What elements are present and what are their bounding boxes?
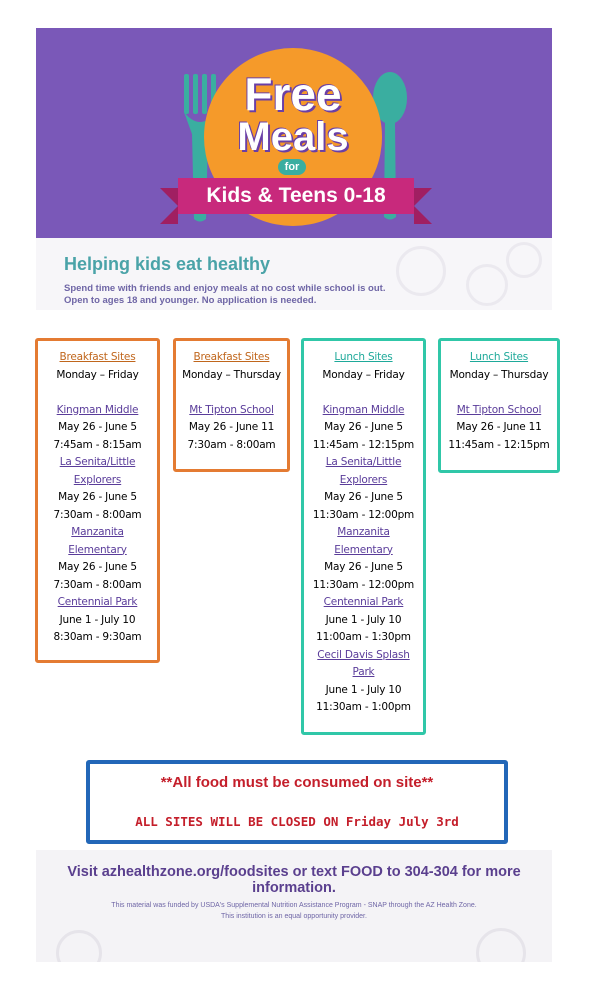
lunch-sites-weekday-box bbox=[301, 338, 426, 735]
site-name-link[interactable]: Manzanita bbox=[337, 526, 390, 538]
ribbon-right-tail bbox=[414, 188, 432, 224]
site-name-link[interactable]: Kingman Middle bbox=[322, 403, 405, 416]
decorative-plate-icon bbox=[396, 246, 446, 296]
logo-audience-text: Kids & Teens 0-18 bbox=[206, 184, 386, 207]
site-name-link[interactable]: Park bbox=[352, 666, 375, 678]
site-time: 11:30am - 12:00pm bbox=[312, 508, 415, 521]
site-dates: May 26 - June 11 bbox=[456, 421, 542, 433]
logo-meals-text: Meals bbox=[237, 115, 349, 159]
box-days: Monday – Thursday bbox=[182, 368, 281, 381]
lunch-sites-mon-thu-box bbox=[438, 338, 560, 473]
decorative-fruit-icon bbox=[476, 928, 526, 962]
site-time: 11:00am - 1:30pm bbox=[316, 631, 411, 643]
footer-equal-opportunity-text: This institution is an equal opportunity provider. bbox=[221, 913, 367, 920]
site-name-link[interactable]: Explorers bbox=[339, 473, 388, 486]
site-name-link[interactable]: Elementary bbox=[334, 543, 393, 556]
box-days: Monday – Friday bbox=[56, 368, 139, 381]
site-time: 7:45am - 8:15am bbox=[53, 438, 142, 451]
box-header: Lunch Sites bbox=[469, 351, 529, 363]
site-dates: May 26 - June 5 bbox=[324, 561, 403, 573]
site-time: 7:30am - 8:00am bbox=[53, 508, 142, 521]
footer-banner bbox=[36, 850, 552, 962]
breakfast-sites-mon-thu-box bbox=[173, 338, 290, 472]
site-dates: June 1 - July 10 bbox=[325, 613, 402, 626]
site-name-link[interactable]: Mt Tipton School bbox=[456, 403, 542, 416]
box-days: Monday – Thursday bbox=[449, 368, 549, 381]
site-time: 8:30am - 9:30am bbox=[53, 631, 142, 643]
site-name-link[interactable]: Elementary bbox=[68, 543, 127, 556]
site-name-link[interactable]: La Senita/Little bbox=[59, 456, 136, 468]
logo-free-text: Free bbox=[244, 68, 342, 120]
header-banner bbox=[36, 28, 552, 310]
site-name-link[interactable]: Centennial Park bbox=[57, 596, 138, 608]
site-time: 11:30am - 1:00pm bbox=[316, 701, 411, 713]
tagline: Helping kids eat healthy bbox=[64, 254, 271, 274]
site-name-link[interactable]: Manzanita bbox=[71, 526, 124, 538]
site-time: 7:30am - 8:00am bbox=[53, 578, 142, 591]
site-name-link[interactable]: Centennial Park bbox=[323, 596, 404, 608]
decorative-fruit-icon bbox=[506, 242, 542, 278]
site-name-link[interactable]: Kingman Middle bbox=[56, 403, 139, 416]
site-name-link[interactable]: Cecil Davis Splash bbox=[317, 648, 410, 661]
site-dates: May 26 - June 5 bbox=[324, 421, 403, 433]
site-name-link[interactable]: Explorers bbox=[73, 473, 122, 486]
subline-2: Open to ages 18 and younger. No application is needed. bbox=[64, 295, 317, 306]
site-dates: June 1 - July 10 bbox=[59, 613, 136, 626]
subline-1: Spend time with friends and enjoy meals at no cost while school is out. bbox=[64, 283, 386, 294]
box-days: Monday – Friday bbox=[322, 368, 405, 381]
site-dates: May 26 - June 5 bbox=[58, 491, 137, 503]
site-dates: May 26 - June 11 bbox=[188, 421, 275, 433]
site-dates: May 26 - June 5 bbox=[324, 491, 403, 503]
notice-closure: ALL SITES WILL BE CLOSED ON Friday July 3rd bbox=[135, 814, 459, 829]
box-header: Lunch Sites bbox=[334, 351, 393, 363]
site-name-link[interactable]: La Senita/Little bbox=[325, 456, 402, 468]
notice-consume-on-site: **All food must be consumed on site** bbox=[160, 774, 434, 791]
box-header: Breakfast Sites bbox=[59, 351, 136, 363]
logo-for-badge: for bbox=[278, 159, 306, 175]
footer-funding-text: This material was funded by USDA's Supplemental Nutrition Assistance Program - SNAP through the AZ Health Zone. bbox=[111, 902, 477, 909]
site-time: 11:30am - 12:00pm bbox=[312, 578, 415, 591]
site-time: 11:45am - 12:15pm bbox=[448, 438, 550, 451]
decorative-plate-icon bbox=[56, 930, 102, 962]
site-dates: May 26 - June 5 bbox=[58, 561, 137, 573]
notice-box bbox=[86, 760, 508, 844]
box-header: Breakfast Sites bbox=[193, 351, 270, 363]
decorative-fruit-icon bbox=[466, 264, 508, 306]
site-time: 7:30am - 8:00am bbox=[187, 438, 276, 451]
site-dates: June 1 - July 10 bbox=[325, 683, 402, 696]
site-dates: May 26 - June 5 bbox=[58, 421, 137, 433]
site-name-link[interactable]: Mt Tipton School bbox=[189, 403, 274, 416]
footer-visit-text: Visit azhealthzone.org/foodsites or text FOOD to 304-304 for more information. bbox=[67, 864, 521, 896]
ribbon-left-tail bbox=[160, 188, 178, 224]
breakfast-sites-weekday-box bbox=[35, 338, 160, 663]
site-time: 11:45am - 12:15pm bbox=[312, 438, 415, 451]
